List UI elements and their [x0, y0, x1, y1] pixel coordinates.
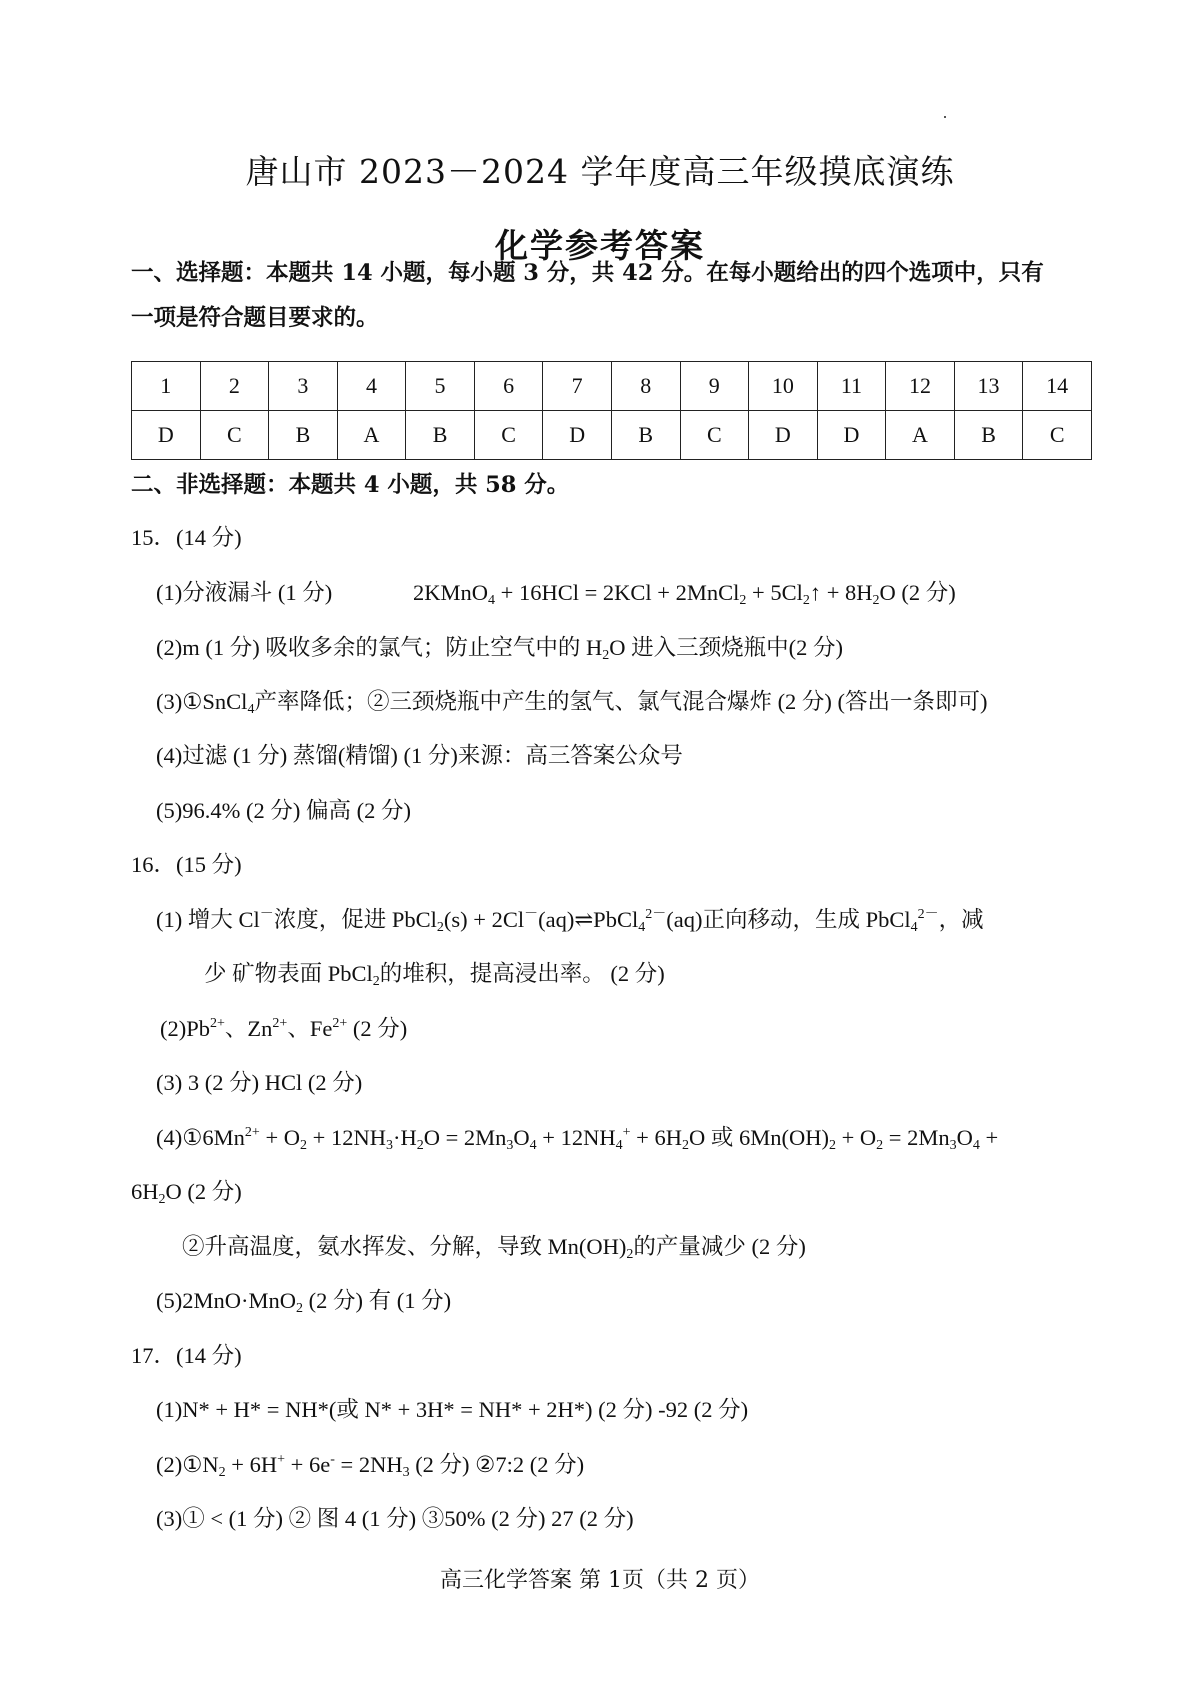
eq-seg: 、Zn: [224, 1016, 273, 1041]
superscript: -: [330, 1452, 335, 1467]
eq-seg: O: [956, 1125, 973, 1150]
eq-seg: (2)m (1 分) 吸收多余的氯气；防止空气中的 H: [156, 635, 603, 660]
q15-part3: [156, 684, 988, 716]
answer-cell: B: [269, 411, 338, 460]
eq-seg: 的堆积，提高浸出率。 (2 分): [379, 961, 665, 986]
subscript: 3: [506, 1138, 514, 1153]
eq-seg: O 或 6Mn(OH): [688, 1125, 829, 1150]
eq-seg: ↑ + 8H: [809, 580, 873, 605]
q16-part2: [160, 1011, 407, 1043]
subscript: 2: [300, 1138, 308, 1153]
scan-speck: [944, 116, 946, 118]
question-number-cell: 4: [337, 362, 406, 411]
page-subtitle: 化学参考答案: [495, 226, 705, 265]
subscript: 2: [218, 1465, 226, 1480]
subscript: 2: [626, 1247, 634, 1262]
eq-seg: O 进入三颈烧瓶中(2 分): [609, 635, 843, 660]
subscript: 2: [739, 593, 747, 608]
q16-part4-line3: [182, 1229, 806, 1261]
answer-cell: D: [749, 411, 818, 460]
answer-cell: B: [954, 411, 1023, 460]
subscript: 4: [910, 920, 918, 935]
superscript: 2－: [645, 907, 667, 922]
question-number-row: [132, 362, 1092, 411]
question-number-cell: 3: [269, 362, 338, 411]
superscript: －: [524, 907, 539, 922]
eq-seg: (aq)⇌PbCl: [538, 907, 639, 932]
subscript: 2: [416, 1138, 424, 1153]
eq-seg: (4)①6Mn: [156, 1125, 245, 1150]
q16-part4-line1: [156, 1120, 998, 1152]
subscript: 4: [615, 1138, 623, 1153]
q15-part5: (5)96.4% (2 分) 偏高 (2 分): [156, 798, 411, 823]
eq-seg: O (2 分): [879, 580, 956, 605]
q17-part3: (3)① < (1 分) ② 图 4 (1 分) ③50% (2 分) 27 (2 分): [156, 1506, 634, 1531]
question-number-cell: 1: [132, 362, 201, 411]
answer-cell: A: [337, 411, 406, 460]
superscript: 2+: [210, 1016, 225, 1031]
q16-part1-line1: [156, 902, 984, 934]
question-number-cell: 13: [954, 362, 1023, 411]
eq-seg: (s) + 2Cl: [443, 907, 525, 932]
eq-seg: O: [513, 1125, 530, 1150]
subscript: 2: [872, 593, 880, 608]
superscript: 2+: [272, 1016, 288, 1031]
answer-cell: C: [680, 411, 749, 460]
answer-cell: C: [200, 411, 269, 460]
subscript: 4: [247, 702, 255, 717]
q17-part1: (1)N* + H* = NH*(或 N* + 3H* = NH* + 2H*) (2 分) -92 (2 分): [156, 1397, 749, 1422]
eq-seg: + 5Cl: [746, 580, 803, 605]
superscript: 2+: [244, 1125, 260, 1140]
q16-part5: [156, 1283, 451, 1315]
eq-seg: + 6e: [285, 1452, 331, 1477]
subscript: 2: [436, 920, 444, 935]
q17-part2: [156, 1447, 584, 1479]
eq-seg: (5)2MnO·MnO: [156, 1288, 296, 1313]
answer-cell: B: [406, 411, 475, 460]
q16-title: 16．(15 分): [131, 852, 242, 877]
answer-cell: C: [474, 411, 543, 460]
q16-part1-line2: [204, 956, 665, 988]
eq-seg: + 12NH: [307, 1125, 386, 1150]
answer-cell: A: [886, 411, 955, 460]
page-title: 唐山市 2023－2024 学年度高三年级摸底演练: [245, 152, 955, 191]
eq-seg: 6H: [131, 1179, 159, 1204]
question-number-cell: 12: [886, 362, 955, 411]
superscript: －: [259, 907, 274, 922]
q15-part4: (4)过滤 (1 分) 蒸馏(精馏) (1 分)来源：高三答案公众号: [156, 743, 683, 768]
question-number-cell: 14: [1023, 362, 1092, 411]
q16-part4-line2: [131, 1174, 242, 1206]
eq-seg: ②升高温度，氨水挥发、分解，导致 Mn(OH): [182, 1234, 627, 1259]
question-number-cell: 11: [817, 362, 886, 411]
q15-part1-equation: [413, 575, 956, 607]
eq-seg: 2KMnO: [413, 580, 489, 605]
eq-seg: (aq)正向移动，生成 PbCl: [666, 907, 911, 932]
section1-heading-line1: 一、选择题：本题共 14 小题，每小题 3 分，共 42 分。在每小题给出的四个选项中，只有: [131, 260, 1044, 286]
subscript: 4: [488, 593, 496, 608]
question-number-cell: 10: [749, 362, 818, 411]
eq-seg: 少 矿物表面 PbCl: [204, 961, 373, 986]
q16-part3: (3) 3 (2 分) HCl (2 分): [156, 1070, 363, 1095]
eq-seg: O (2 分): [165, 1179, 242, 1204]
answer-table: [131, 361, 1092, 460]
subscript: 4: [972, 1138, 980, 1153]
subscript: 2: [158, 1192, 166, 1207]
eq-seg: (2 分) ②7:2 (2 分): [409, 1452, 585, 1477]
eq-seg: + 16HCl = 2KCl + 2MnCl: [495, 580, 740, 605]
answer-cell: C: [1023, 411, 1092, 460]
eq-seg: (2)Pb: [160, 1016, 210, 1041]
answer-cell: D: [543, 411, 612, 460]
eq-seg: + 12NH: [536, 1125, 616, 1150]
eq-seg: = 2Mn: [883, 1125, 950, 1150]
q17-title: 17．(14 分): [131, 1343, 242, 1368]
section1-heading-line2: 一项是符合题目要求的。: [131, 305, 379, 331]
subscript: 2: [296, 1301, 303, 1316]
subscript: 2: [372, 974, 380, 989]
q15-part2: [156, 630, 843, 662]
q15-part1-label: [156, 575, 332, 607]
eq-seg: (2 分) 有 (1 分): [303, 1288, 452, 1313]
question-number-cell: 8: [611, 362, 680, 411]
answer-cell: D: [817, 411, 886, 460]
eq-seg: 的产量减少 (2 分): [633, 1234, 806, 1259]
subscript: 2: [802, 593, 810, 608]
question-number-cell: 7: [543, 362, 612, 411]
question-number-cell: 6: [474, 362, 543, 411]
q15-title: 15．(14 分): [131, 525, 242, 550]
answer-cell: B: [611, 411, 680, 460]
page-footer: 高三化学答案 第 1页（共 2 页）: [440, 1568, 760, 1593]
subscript: 3: [402, 1465, 410, 1480]
eq-seg: (3)①SnCl: [156, 689, 248, 714]
eq-seg: +: [979, 1125, 999, 1150]
superscript: +: [277, 1452, 286, 1467]
superscript: +: [622, 1125, 631, 1140]
eq-seg: + 6H: [225, 1452, 278, 1477]
question-number-cell: 2: [200, 362, 269, 411]
eq-seg: O = 2Mn: [423, 1125, 507, 1150]
question-number-cell: 9: [680, 362, 749, 411]
superscript: 2－: [917, 907, 939, 922]
question-number-cell: 5: [406, 362, 475, 411]
section2-heading: 二、非选择题：本题共 4 小题，共 58 分。: [131, 472, 570, 498]
eq-seg: + O: [259, 1125, 301, 1150]
eq-seg: (2 分): [347, 1016, 408, 1041]
eq-seg: 、Fe: [287, 1016, 333, 1041]
eq-seg: = 2NH: [334, 1452, 403, 1477]
eq-seg: (2)①N: [156, 1452, 219, 1477]
answer-cell: D: [132, 411, 201, 460]
subscript: 4: [529, 1138, 537, 1153]
subscript: 2: [876, 1138, 884, 1153]
subscript: 2: [828, 1138, 836, 1153]
answer-row: [132, 411, 1092, 460]
subscript: 2: [681, 1138, 689, 1153]
eq-seg: 浓度，促进 PbCl: [273, 907, 437, 932]
eq-seg: ，减: [938, 907, 984, 932]
q15-part1-text: (1)分液漏斗 (1 分): [156, 580, 333, 605]
eq-seg: + 6H: [630, 1125, 682, 1150]
superscript: 2+: [332, 1016, 348, 1031]
subscript: 3: [385, 1138, 393, 1153]
subscript: 3: [949, 1138, 957, 1153]
eq-seg: ·H: [392, 1125, 417, 1150]
subscript: 4: [638, 920, 646, 935]
eq-seg: 产率降低；②三颈烧瓶中产生的氢气、氯气混合爆炸 (2 分) (答出一条即可): [254, 689, 988, 714]
eq-seg: (1) 增大 Cl: [156, 907, 260, 932]
subscript: 2: [602, 648, 610, 663]
eq-seg: + O: [835, 1125, 877, 1150]
